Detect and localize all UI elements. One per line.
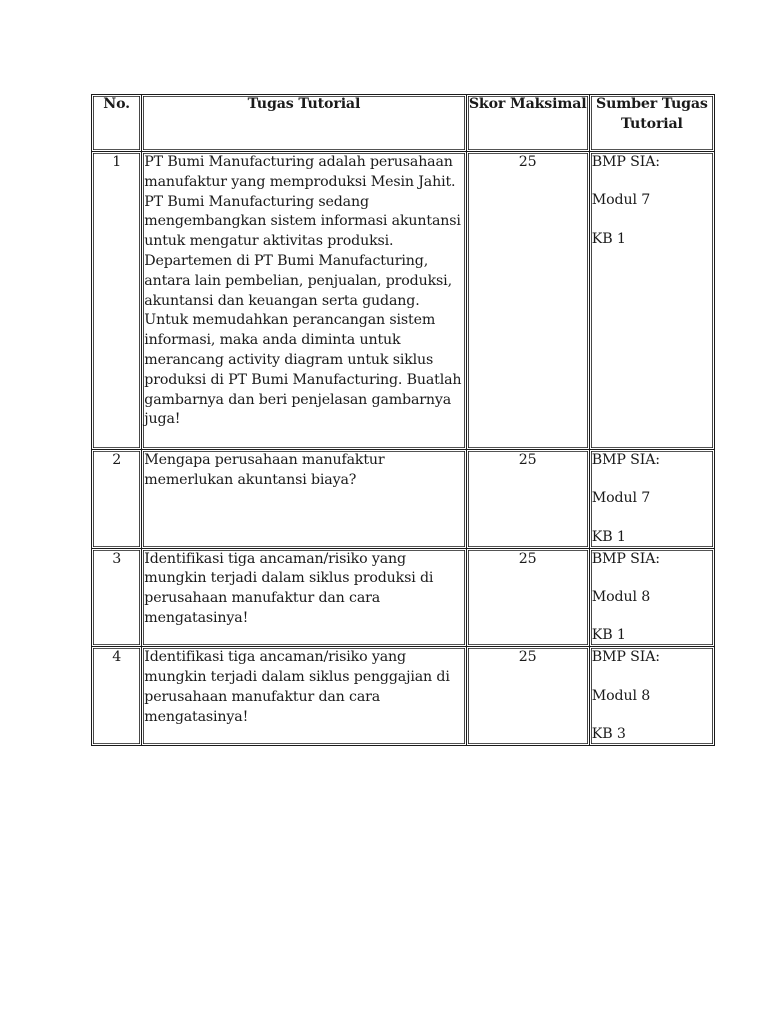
table-row	[92, 450, 715, 549]
max-score: 25	[466, 647, 589, 746]
source-module: Modul 8	[591, 588, 651, 605]
task-text: PT Bumi Manufacturing adalah perusahaan manufaktur yang memproduksi Mesin Jahit. PT Bumi Manufacturing sedang mengembangkan sistem informasi akuntansi untuk mengatur aktivitas produksi. Departemen di PT Bumi Manufacturing, antara lain pembelian, penjualan, produksi, akuntansi dan keuangan serta gudang. Untuk memudahkan perancangan sistem informasi, maka anda diminta untuk merancang activity diagram untuk siklus produksi di PT Bumi Manufacturing. Buatlah gambarnya dan beri penjelasan gambarnya juga!	[142, 152, 466, 450]
header-no: No.	[92, 95, 142, 152]
task-text: Identifikasi tiga ancaman/risiko yang mungkin terjadi dalam siklus produksi di perusahaan manufaktur dan cara mengatasinya!	[142, 548, 466, 647]
source-kb: KB 3	[591, 725, 626, 742]
row-number: 2	[92, 450, 142, 549]
max-score: 25	[466, 450, 589, 549]
source-module: Modul 7	[591, 192, 651, 209]
row-number: 4	[92, 647, 142, 746]
table-row	[92, 548, 715, 647]
source-kb: KB 1	[591, 627, 626, 644]
source-module: Modul 8	[591, 687, 651, 704]
table-row	[92, 647, 715, 746]
task-source	[589, 548, 714, 647]
header-task: Tugas Tutorial	[142, 95, 466, 152]
source-kb: KB 1	[591, 230, 626, 247]
source-book: BMP SIA:	[591, 649, 660, 666]
header-score: Skor Maksimal	[466, 95, 589, 152]
task-source	[589, 152, 714, 450]
table-header-row	[92, 95, 715, 152]
source-book: BMP SIA:	[591, 154, 660, 170]
row-number: 3	[92, 548, 142, 647]
source-book: BMP SIA:	[591, 550, 660, 567]
task-source	[589, 450, 714, 549]
source-book: BMP SIA:	[591, 452, 660, 468]
task-source	[589, 647, 714, 746]
row-number: 1	[92, 152, 142, 450]
header-source: Sumber Tugas Tutorial	[589, 95, 714, 152]
task-text: Identifikasi tiga ancaman/risiko yang mungkin terjadi dalam siklus penggajian di perusahaan manufaktur dan cara mengatasinya!	[142, 647, 466, 746]
task-text: Mengapa perusahaan manufaktur memerlukan akuntansi biaya?	[142, 450, 466, 549]
table-row	[92, 152, 715, 450]
max-score: 25	[466, 152, 589, 450]
tutorial-task-table	[91, 94, 715, 746]
source-kb: KB 1	[591, 528, 626, 545]
source-module: Modul 7	[591, 490, 651, 507]
max-score: 25	[466, 548, 589, 647]
